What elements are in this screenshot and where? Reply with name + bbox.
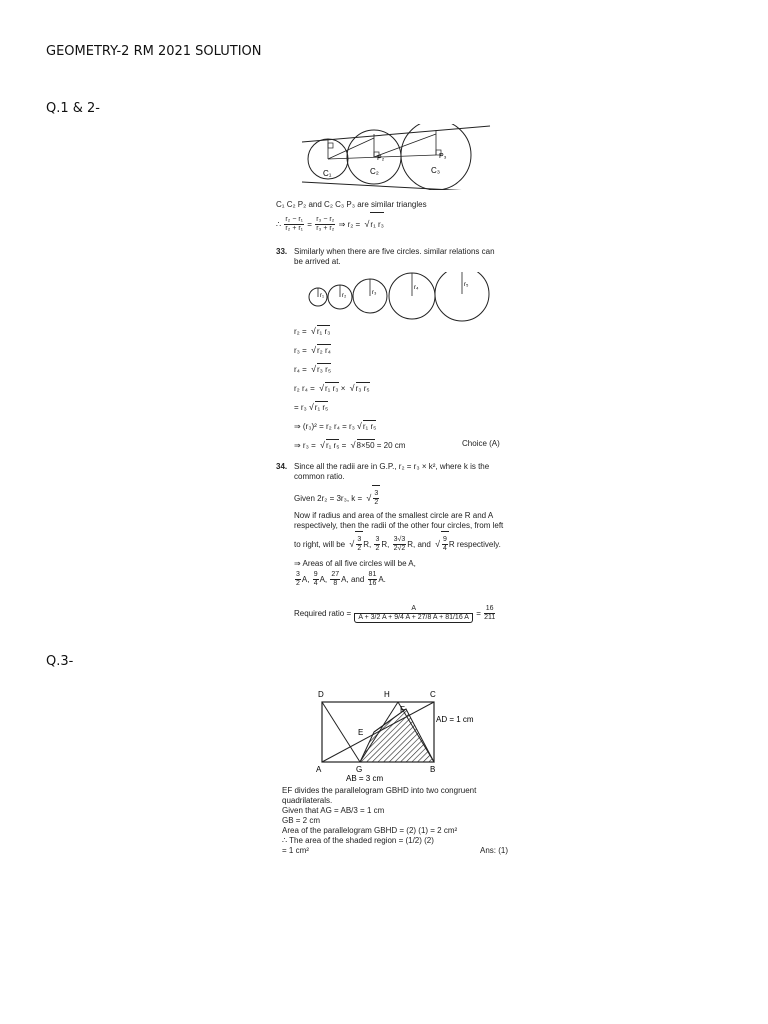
frac-numerator: 3√3 xyxy=(393,536,406,544)
frac-numerator: r₂ − r₁ xyxy=(285,216,304,224)
q1-2-solution-scan xyxy=(276,200,526,640)
c2-p3-line xyxy=(374,134,436,157)
q34-text-line: Now if radius and area of the smallest circle are R and A xyxy=(294,511,494,520)
label-p3: P₃ xyxy=(439,153,447,160)
text: R, xyxy=(363,540,372,549)
frac-denominator: 2 xyxy=(296,580,300,588)
line-dg xyxy=(322,702,360,762)
label-r3: r₃ xyxy=(372,290,377,296)
frac-denominator: 211 xyxy=(484,614,496,622)
eq-radicand: √ r₁ r₅ xyxy=(363,420,376,432)
label-c1: C₁ xyxy=(323,169,332,178)
eq-radicand: √ r₃ r₅ xyxy=(317,363,331,375)
text: A. xyxy=(378,575,386,584)
frac-numerator: 3 xyxy=(375,536,380,544)
q34-areas-line: $\frac{3}{2}$ A, $\frac{9}{4}$ A, $\frac{27}{8}$ A, and $\frac{81}{16}$ A. xyxy=(296,571,386,588)
frac-numerator: 27 xyxy=(331,571,340,579)
text: R, and xyxy=(407,540,431,549)
frac-denominator: 4 xyxy=(313,580,318,588)
q34-areas-text: ⇒ Areas of all five circles will be A, xyxy=(294,559,416,568)
page-title: GEOMETRY-2 RM 2021 SOLUTION xyxy=(46,44,262,59)
lower-tangent-line xyxy=(302,182,490,190)
label-p2: P₂ xyxy=(377,155,385,162)
upper-tangent-line xyxy=(302,126,490,142)
eq-lhs: r₃ = xyxy=(294,346,307,355)
label-r2: r₂ xyxy=(342,293,347,299)
vertex-label-g: G xyxy=(356,765,363,774)
q34-text-line: Since all the radii are in G.P., r₂ = r₃ × k², where k is the xyxy=(294,462,490,471)
eq-radicand: √ 8×50 xyxy=(357,439,375,451)
eq-lhs: ⇒ r₃ = xyxy=(294,441,316,450)
q3-text-line: Given that AG = AB/3 = 1 cm xyxy=(282,806,385,815)
equals-symbol: = xyxy=(341,441,347,450)
q3-text-line: = 1 cm² xyxy=(282,846,309,855)
label-r5: r₅ xyxy=(464,282,469,288)
vertex-label-f: F xyxy=(400,705,405,714)
q34-given xyxy=(294,485,380,511)
radicand: √ r₁ r₃ xyxy=(370,212,383,236)
q33-number: 33. xyxy=(276,247,288,256)
frac-denominator: 2 xyxy=(375,545,380,553)
frac-numerator: r₃ − r₂ xyxy=(316,216,335,224)
q34-ratio-line xyxy=(294,602,496,626)
text: A, and xyxy=(341,575,365,584)
frac-denominator: 2 xyxy=(374,499,379,507)
vertex-label-b: B xyxy=(430,765,436,774)
label-c2: C₂ xyxy=(370,167,379,176)
right-angle-mark xyxy=(328,143,333,148)
q33-eq2 xyxy=(294,344,331,356)
text: R respectively. xyxy=(448,540,501,549)
eq-lhs: r₂ = xyxy=(294,327,307,336)
eq-radicand: √ r₁ r₅ xyxy=(315,401,328,413)
q3-text-line: ∴ The area of the shaded region = (1/2) (2) xyxy=(282,836,434,845)
frac-denominator: 8 xyxy=(333,580,338,588)
ratio-numerator: A xyxy=(354,605,473,614)
q3-text-line: EF divides the parallelogram GBHD into two congruent xyxy=(282,786,477,795)
q34-text-line: common ratio. xyxy=(294,472,345,481)
frac-denominator: r₃ + r₂ xyxy=(316,225,335,233)
q34-number: 34. xyxy=(276,462,288,471)
eq-radicand: √ r₁ r₅ xyxy=(326,439,339,451)
three-circles-figure xyxy=(288,124,498,190)
vertex-label-h: H xyxy=(384,690,390,699)
c1-p2-line xyxy=(328,138,374,159)
fig1-equation: ∴ $\frac{\text{r₂ − r₁}}{\text{r₂ + r₁}}$ = $\frac{\text{r₃ − r₂}}{\text{r₃ + r₂}}$ ⇒ r₂ = √ r₁ r₃ xyxy=(276,212,384,236)
ratio-label: Required ratio = xyxy=(294,609,352,618)
frac-numerator: √ 9 xyxy=(443,536,447,544)
q33-eq3 xyxy=(294,363,331,375)
frac-denominator: 16 xyxy=(368,580,377,588)
eq-lhs: = r₃ xyxy=(294,403,307,412)
label-r4: r₄ xyxy=(414,285,419,291)
frac-denominator: 4 xyxy=(443,545,447,553)
frac-numerator: √ 3 xyxy=(357,536,362,544)
q33-eq4 xyxy=(294,382,370,394)
eq-lhs: r₄ = xyxy=(294,365,307,374)
vertex-label-c: C xyxy=(430,690,436,699)
equals-symbol: = xyxy=(476,609,481,618)
five-circles-figure xyxy=(300,272,494,322)
q33-text-line: Similarly when there are five circles. similar relations can xyxy=(294,247,495,256)
frac-numerator: 81 xyxy=(368,571,377,579)
therefore-symbol: ∴ xyxy=(276,220,282,229)
vertex-label-d: D xyxy=(318,690,324,699)
q33-choice: Choice (A) xyxy=(462,439,500,448)
q34-radii-line: to right, will be √ $\frac{3}{2}$ R, $\frac{3}{2}$ R, $\frac{3√3}{2√2}$ R, and √ $\frac{9}{4}$ R respectively. xyxy=(294,531,501,557)
vertex-label-a: A xyxy=(316,765,322,774)
eq-radicand: √ r₁ r₃ xyxy=(325,382,338,394)
q33-eq7 xyxy=(294,439,405,451)
section-label-q3: Q.3- xyxy=(46,654,74,669)
eq-result: = 20 cm xyxy=(376,441,406,450)
times-symbol: × xyxy=(340,384,346,393)
q3-text-line: GB = 2 cm xyxy=(282,816,321,825)
q33-text-line: be arrived at. xyxy=(294,257,341,266)
label-c3: C₃ xyxy=(431,166,441,175)
ab-length-label: AB = 3 cm xyxy=(346,774,384,783)
given-text: Given 2r₂ = 3r₃, k = xyxy=(294,494,363,503)
q34-text-line: respectively, then the radii of the other four circles, from left xyxy=(294,521,504,530)
section-label-q1-2: Q.1 & 2- xyxy=(46,101,100,116)
frac-denominator: 2√2 xyxy=(393,545,406,553)
implies-text: ⇒ r₂ = xyxy=(338,220,361,229)
rectangle-figure xyxy=(312,686,522,784)
eq-lhs: r₂ r₄ = xyxy=(294,384,315,393)
label-r1: r₁ xyxy=(320,293,325,299)
q3-solution-scan xyxy=(282,786,522,856)
ad-length-label: AD = 1 cm xyxy=(436,715,474,724)
frac-denominator: 2 xyxy=(357,545,362,553)
q33-eq5 xyxy=(294,401,328,413)
eq-radicand: √ r₁ r₃ xyxy=(317,325,330,337)
frac-numerator: 9 xyxy=(313,571,318,579)
q3-text-line: Area of the parallelogram GBHD = (2) (1) = 2 cm² xyxy=(282,826,458,835)
frac-denominator: r₂ + r₁ xyxy=(285,225,304,233)
eq-lhs: ⇒ (r₃)² = r₂ r₄ = r₃ xyxy=(294,422,355,431)
frac-numerator: √ 3 xyxy=(374,490,379,498)
similar-triangles-caption: C₁ C₂ P₂ and C₂ C₃ P₃ are similar triangles xyxy=(276,200,427,209)
ratio-denominator: A + 3/2 A + 9/4 A + 27/8 A + 81/16 A xyxy=(354,614,473,623)
q3-answer: Ans: (1) xyxy=(480,846,509,855)
frac-numerator: 3 xyxy=(296,571,300,579)
text: to right, will be xyxy=(294,540,346,549)
vertex-label-e: E xyxy=(358,728,364,737)
q33-eq1 xyxy=(294,325,330,337)
frac-numerator: 16 xyxy=(485,605,494,613)
eq-radicand: √ r₂ r₄ xyxy=(317,344,331,356)
eq-radicand: √ r₃ r₅ xyxy=(356,382,370,394)
q33-eq6 xyxy=(294,420,376,432)
q3-text-line: quadrilaterals. xyxy=(282,796,333,805)
